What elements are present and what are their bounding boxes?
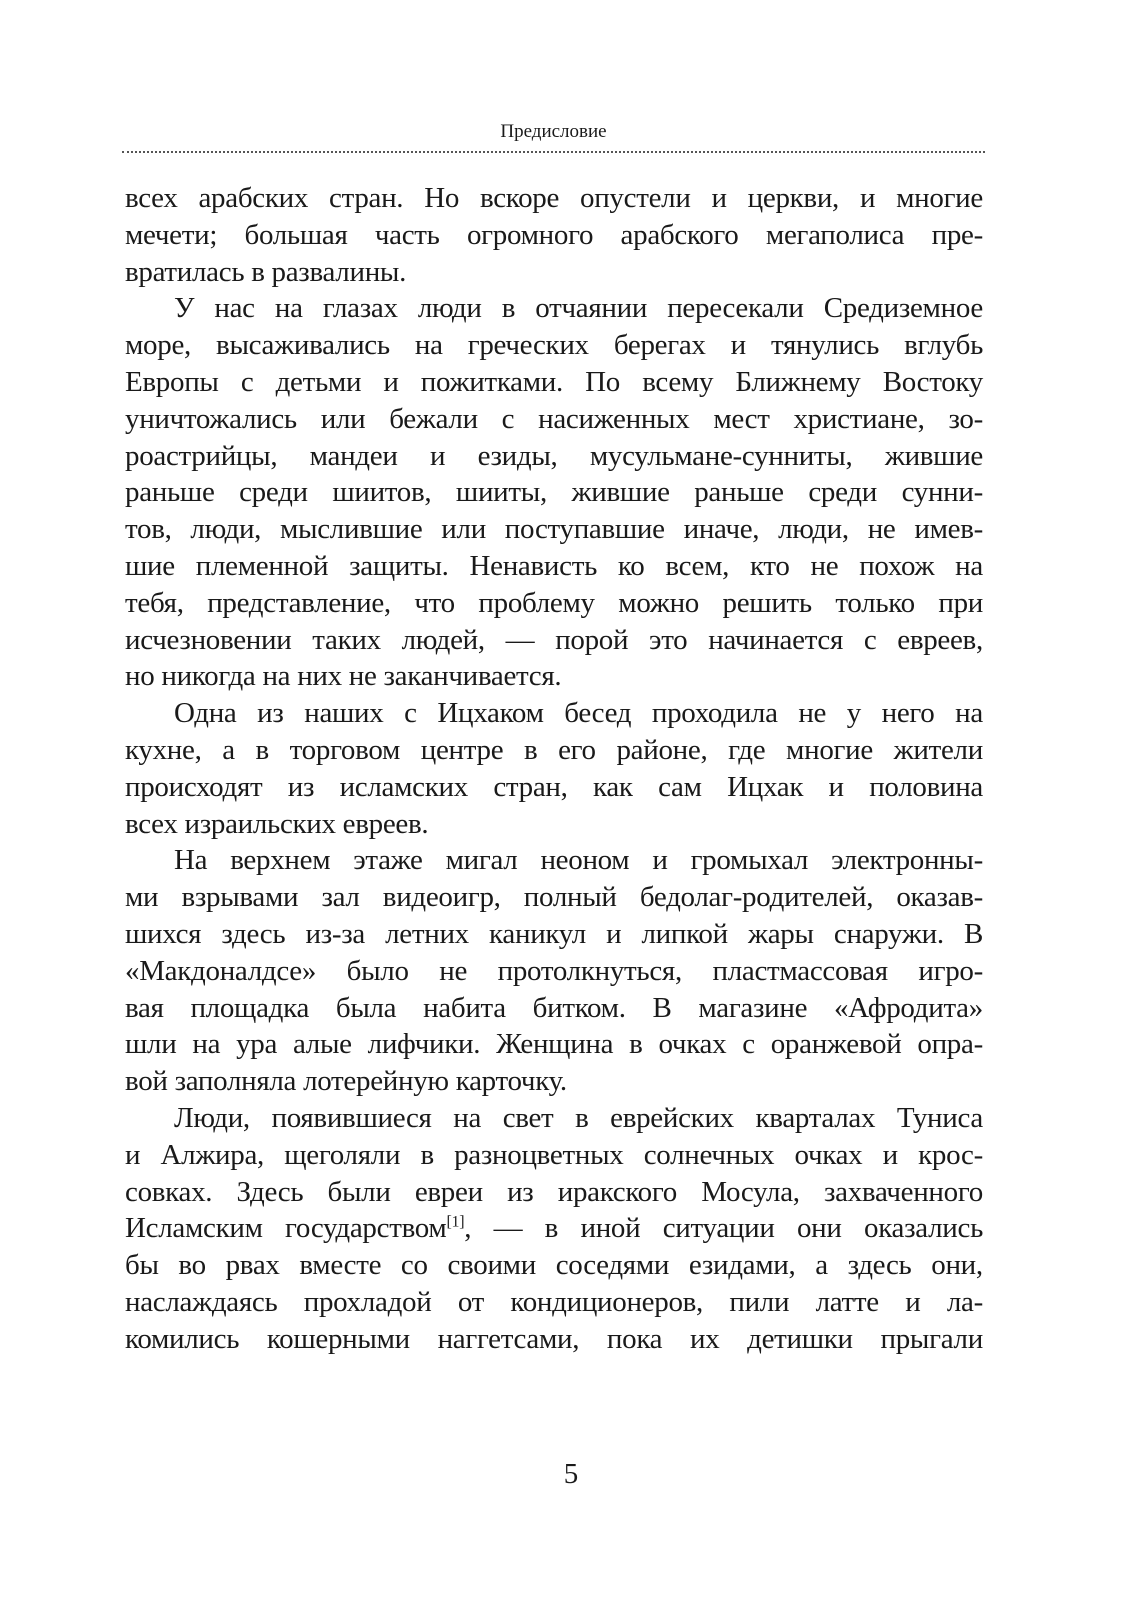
justified-words: У нас на глазах люди в отчаянии пересекали Средиземное: [174, 292, 983, 325]
text-line: [125, 217, 983, 254]
justified-words: На верхнем этаже мигал неоном и громыхал электронны-: [174, 844, 983, 877]
text-line: вратилась в развалины.: [125, 255, 407, 288]
text-line: [125, 1174, 983, 1211]
text-line: [125, 474, 983, 511]
justified-words: наслаждаясь прохладой от кондиционеров, пили латте и ла-: [125, 1285, 983, 1318]
justified-words: всех арабских стран. Но вскоре опустели и церкви, и многие: [125, 182, 983, 214]
justified-words: раньше среди шиитов, шииты, жившие раньше среди сунни-: [125, 476, 983, 509]
text-line: [125, 180, 983, 217]
justified-words: совках. Здесь были евреи из иракского Мосула, захваченного: [125, 1175, 983, 1208]
text-line: [125, 879, 983, 916]
justified-words: Люди, появившиеся на свет в еврейских кварталах Туниса: [174, 1101, 983, 1134]
text-line: [125, 1321, 983, 1358]
text-line: [125, 511, 983, 548]
justified-words: шихся здесь из-за летних каникул и липкой жары снаружи. В: [125, 917, 983, 950]
text-line: [125, 401, 983, 438]
justified-words: Одна из наших с Ицхаком бесед проходила не у него на: [174, 697, 983, 730]
text-line: вой заполняла лотерейную карточку.: [125, 1065, 567, 1098]
text-line: [125, 585, 983, 622]
text-line-with-footnote: [125, 1210, 983, 1247]
text-line: [125, 364, 983, 401]
text-segment: , — в иной ситуации они оказались: [464, 1212, 983, 1245]
justified-words: кухне, а в торговом центре в его районе, где многие жители: [125, 733, 983, 766]
justified-words: вая площадка была набита битком. В магазине «Афродита»: [125, 991, 983, 1024]
page-number: 5: [563, 1458, 579, 1490]
text-line: [125, 548, 983, 585]
justified-words: шие племенной защиты. Ненависть ко всем, кто не похож на: [125, 549, 983, 582]
justified-words: комились кошерными наггетсами, пока их детишки прыгали: [125, 1322, 983, 1355]
text-line: [125, 916, 983, 953]
justified-words: Европы с детьми и пожитками. По всему Ближнему Востоку: [125, 365, 983, 398]
justified-words: ми взрывами зал видеоигр, полный бедолаг-родителей, оказав-: [125, 881, 983, 914]
header-dotted-rule: [122, 151, 985, 153]
justified-words: море, высаживались на греческих берегах и тянулись вглубь: [125, 329, 983, 362]
justified-words: бы во рвах вместе со своими соседями езидами, а здесь они,: [125, 1249, 983, 1282]
justified-words: исчезновении таких людей, — порой это начинается с евреев,: [125, 623, 983, 656]
paragraph-first-line: [125, 1100, 983, 1137]
justified-words: уничтожались или бежали с насиженных мест христиане, зо-: [125, 402, 983, 435]
paragraph-first-line: [125, 695, 983, 732]
footnote-reference-link[interactable]: [1]: [446, 1213, 465, 1231]
text-line: [125, 1284, 983, 1321]
justified-words: и Алжира, щеголяли в разноцветных солнечных очках и крос-: [125, 1138, 983, 1171]
justified-words: роастрийцы, мандеи и езиды, мусульмане-сунниты, жившие: [125, 439, 983, 472]
text-line: всех израильских евреев.: [125, 807, 429, 840]
paragraph-first-line: [125, 842, 983, 879]
justified-words: происходят из исламских стран, как сам Ицхак и половина: [125, 770, 983, 803]
justified-words: шли на ура алые лифчики. Женщина в очках с оранжевой опра-: [125, 1028, 983, 1061]
page-body-text: [125, 180, 983, 1358]
text-line: [125, 953, 983, 990]
running-header: Предисловие: [500, 121, 607, 142]
paragraph-first-line: [125, 290, 983, 327]
text-line: [125, 327, 983, 364]
text-line: [125, 1247, 983, 1284]
text-line: [125, 1137, 983, 1174]
text-line: [125, 732, 983, 769]
justified-words: «Макдоналдсе» было не протолкнуться, пластмассовая игро-: [125, 954, 983, 987]
text-line: [125, 990, 983, 1027]
text-line: [125, 438, 983, 475]
justified-words: тебя, представление, что проблему можно решить только при: [125, 586, 983, 619]
text-line: [125, 622, 983, 659]
text-segment: Исламским государством: [125, 1212, 447, 1245]
text-line: [125, 769, 983, 806]
justified-words: мечети; большая часть огромного арабского мегаполиса пре-: [125, 218, 983, 251]
justified-words: тов, люди, мыслившие или поступавшие иначе, люди, не имев-: [125, 513, 983, 546]
text-line: [125, 1026, 983, 1063]
text-line: но никогда на них не заканчивается.: [125, 660, 562, 693]
